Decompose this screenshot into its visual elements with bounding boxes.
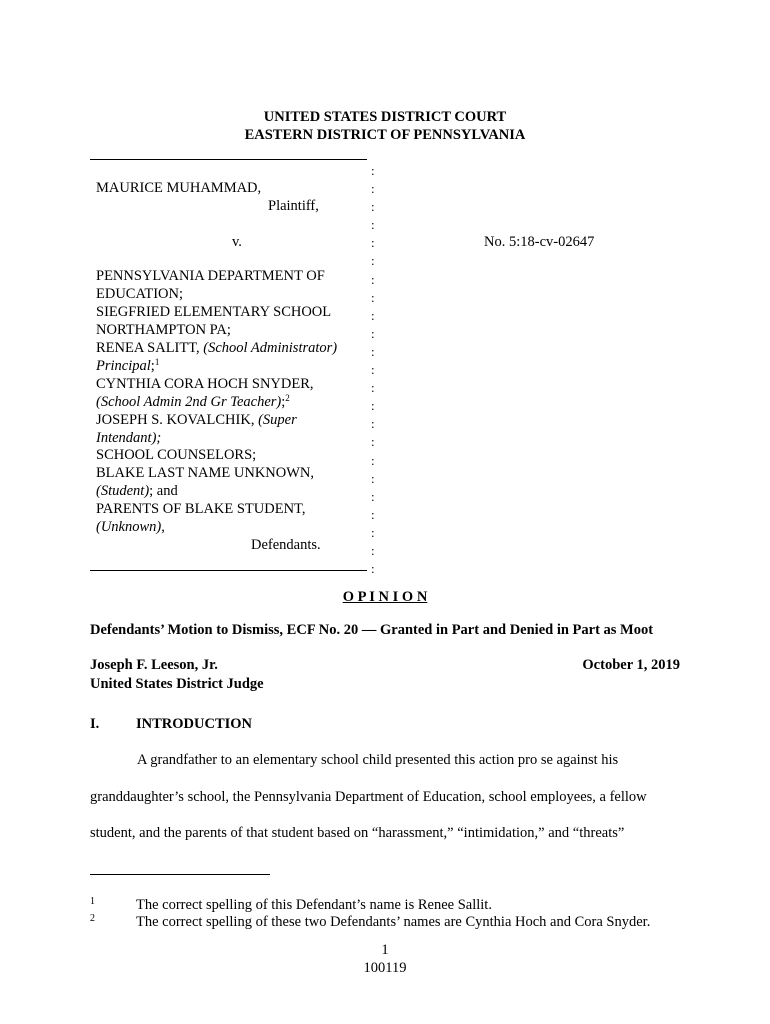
body-line: A grandfather to an elementary school child presented this action pro se against his	[137, 752, 619, 768]
defendant-8: PARENTS OF BLAKE STUDENT,	[96, 501, 306, 517]
defendant-6: SCHOOL COUNSELORS;	[96, 447, 257, 463]
caption-top-rule	[90, 159, 367, 160]
footnote-separator	[90, 874, 270, 875]
defendant-3-cont: Principal;$^1$	[96, 357, 160, 374]
defendant-7-cont: (Student); and	[96, 483, 178, 499]
defendant-3: RENEA SALITT, (School Administrator)	[96, 340, 338, 356]
section-title: INTRODUCTION	[136, 716, 253, 732]
case-number: No. 5:18-cv-02647	[484, 234, 595, 250]
defendant-1-cont: EDUCATION;	[96, 286, 183, 302]
defendant-1: PENNSYLVANIA DEPARTMENT OF	[96, 268, 325, 284]
versus: v.	[232, 234, 242, 250]
footnote-ref-1: 1	[154, 357, 160, 367]
opinion-date: October 1, 2019	[582, 657, 680, 673]
motion-line: Defendants’ Motion to Dismiss, ECF No. 20 — Granted in Part and Denied in Part as Moot	[90, 622, 654, 638]
opinion-heading: O P I N I O N	[342, 589, 428, 605]
defendant-2: SIEGFRIED ELEMENTARY SCHOOL	[96, 304, 332, 320]
judge-name: Joseph F. Leeson, Jr.	[90, 657, 218, 673]
defendant-4: CYNTHIA CORA HOCH SNYDER,	[96, 376, 314, 392]
defendant-7: BLAKE LAST NAME UNKNOWN,	[96, 465, 315, 481]
caption-bottom-rule	[90, 570, 367, 571]
defendant-5-cont: Intendant);	[96, 430, 162, 446]
document-code: 100119	[363, 960, 407, 976]
plaintiff-name: MAURICE MUHAMMAD,	[96, 180, 262, 196]
footnote-number: 1	[90, 896, 95, 907]
defendant-2-cont: NORTHAMPTON PA;	[96, 322, 231, 338]
court-district: EASTERN DISTRICT OF PENNSYLVANIA	[244, 127, 526, 143]
footnote-ref-2: 2	[285, 393, 290, 403]
body-line: student, and the parents of that student based on “harassment,” “intimidation,” and “threats”	[90, 825, 625, 841]
footnote-text: The correct spelling of this Defendant’s name is Renee Sallit.	[136, 897, 492, 913]
judge-title: United States District Judge	[90, 676, 264, 692]
defendants-role: Defendants.	[251, 537, 321, 553]
plaintiff-role: Plaintiff,	[268, 198, 319, 214]
footnote-text: The correct spelling of these two Defendants’ names are Cynthia Hoch and Cora Snyder.	[136, 914, 651, 930]
defendant-4-cont: (School Admin 2nd Gr Teacher);$^2$	[96, 393, 290, 410]
footnote-number: 2	[90, 913, 95, 924]
page-number: 1	[381, 942, 389, 958]
court-name: UNITED STATES DISTRICT COURT	[263, 109, 507, 125]
caption-colon-column: : : : : : : : : : : : : : : : : : : : : : : :	[371, 163, 375, 577]
body-line: granddaughter’s school, the Pennsylvania Department of Education, school employees, a fellow	[90, 789, 647, 805]
defendant-8-cont: (Unknown),	[96, 519, 165, 535]
section-number: I.	[90, 716, 100, 732]
defendant-5: JOSEPH S. KOVALCHIK, (Super	[96, 412, 297, 428]
